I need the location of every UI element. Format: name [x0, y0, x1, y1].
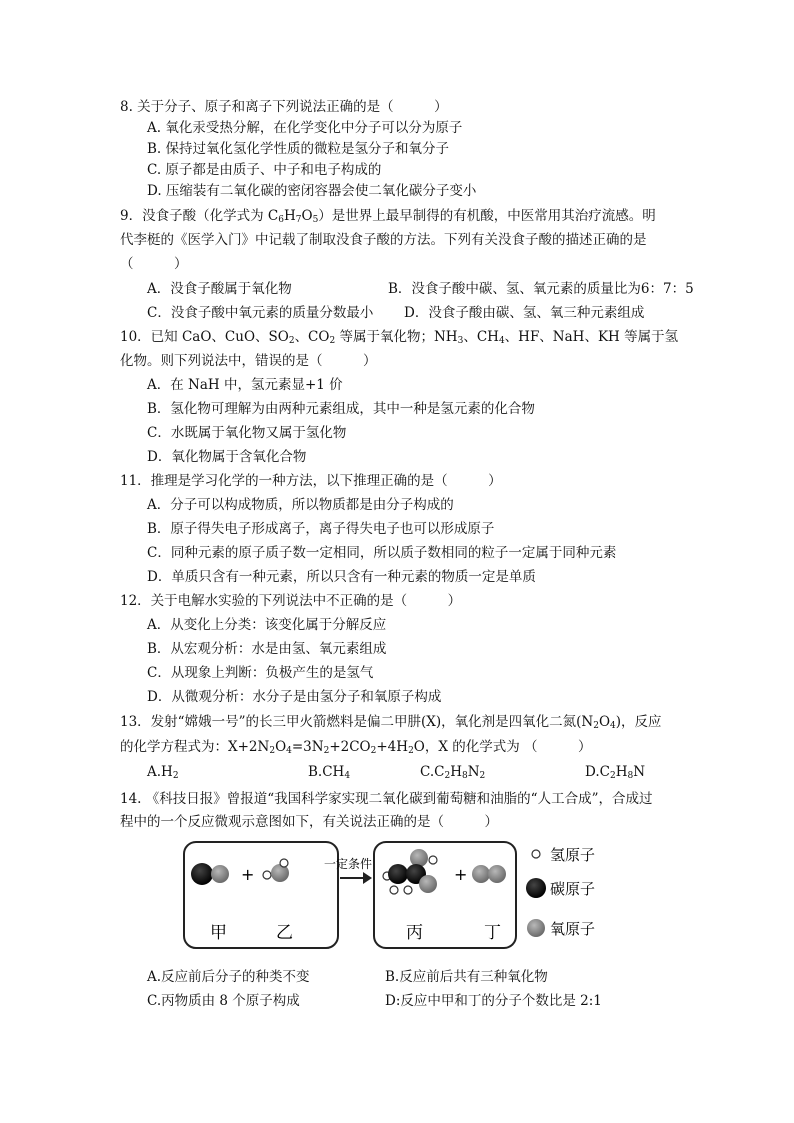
q14-stem-line2: 程中的一个反应微观示意图如下，有关说法正确的是（ ）	[120, 814, 498, 830]
oxygen-atom	[472, 865, 490, 883]
reactants-box	[184, 842, 338, 948]
legend-carbon-label: 碳原子	[550, 880, 596, 898]
q14-stem: 14. 《科技日报》曾报道“我国科学家实现二氧化碳到葡萄糖和油脂的“人工合成”，合成过	[120, 791, 653, 807]
q10-option-b: B．氢化物可理解为由两种元素组成，其中一种是氢元素的化合物	[147, 401, 535, 417]
q14-option-c: C.丙物质由 8 个原子构成	[147, 993, 300, 1009]
q10-stem: 10．已知 CaO、CuO、$SO_2$、$CO_2$ 等属于氧化物；$NH_3$、$CH_4$、HF、NaH、KH 等属于氢	[120, 329, 679, 346]
q13-equation-line: 的化学方程式为：$X+2N_2O_4=3N_2+2CO_2+4H_2O$，X 的化学式为 （ ）	[120, 739, 592, 756]
q10-option-c: C．水既属于氧化物又属于氢化物	[147, 425, 347, 441]
molecule-jia	[191, 863, 229, 885]
q8-option-c: C. 原子都是由质子、中子和电子构成的	[147, 162, 382, 178]
q8-option-b: B. 保持过氧化氢化学性质的微粒是氢分子和氧分子	[147, 141, 450, 157]
label-yi: 乙	[276, 923, 293, 943]
label-bing: 丙	[406, 923, 423, 943]
q12-option-b: B．从宏观分析：水是由氢、氧元素组成	[147, 641, 387, 657]
q13-option-d: $D.C_2H_8N$	[585, 764, 646, 781]
q8-stem: 8. 关于分子、原子和离子下列说法正确的是（ ）	[120, 99, 448, 115]
oxygen-atom	[410, 849, 428, 867]
hydrogen-atom	[429, 856, 437, 864]
q14-option-b: B.反应前后共有三种氧化物	[385, 969, 548, 985]
carbon-atom	[191, 863, 213, 885]
q11-option-d: D．单质只含有一种元素，所以只含有一种元素的物质一定是单质	[147, 569, 536, 585]
q12-option-d: D．从微观分析：水分子是由氢分子和氧原子构成	[147, 689, 442, 705]
reaction-diagram	[180, 836, 660, 958]
legend-hydrogen-label: 氢原子	[550, 846, 596, 864]
legend-oxygen-label: 氧原子	[550, 920, 596, 938]
q9-stem-line2: 代李梃的《医学入门》中记载了制取没食子酸的方法。下列有关没食子酸的描述正确的是	[120, 232, 647, 248]
q13-option-c: $C.C_2H_8N_2$	[420, 764, 486, 781]
q14-option-a: A.反应前后分子的种类不变	[147, 969, 310, 985]
hydrogen-atom	[280, 859, 288, 867]
q10-option-d: D．氧化物属于含氧化合物	[147, 449, 307, 465]
hydrogen-atom	[263, 871, 271, 879]
q10-stem-line2: 化物。则下列说法中，错误的是（ ）	[120, 353, 377, 369]
q9-option-d: D．没食子酸由碳、氢、氧三种元素组成	[404, 305, 645, 321]
molecule-yi	[263, 859, 289, 882]
legend-carbon-icon	[526, 878, 546, 898]
q10-option-a: A．在 NaH 中，氢元素显+1 价	[147, 377, 343, 393]
q12-option-c: C．从现象上判断：负极产生的是氢气	[147, 665, 374, 681]
legend-oxygen-icon	[527, 919, 545, 937]
q9-stem: 9．没食子酸（化学式为 $C_6H_7O_5$）是世界上最早制得的有机酸，中医常用其治疗流感。明	[120, 208, 656, 225]
q8-option-d: D. 压缩装有二氧化碳的密闭容器会使二氧化碳分子变小	[147, 183, 477, 199]
legend-hydrogen-icon	[532, 850, 540, 858]
q13-stem: 13．发射“嫦娥一号”的长三甲火箭燃料是偏二甲肼(X)，氧化剂是四氧化二氮$(N_2O_4)$，反应	[120, 714, 662, 731]
hydrogen-atom	[390, 886, 398, 894]
q12-stem: 12．关于电解水实验的下列说法中不正确的是（ ）	[120, 593, 462, 609]
q11-option-a: A．分子可以构成物质，所以物质都是由分子构成的	[147, 497, 454, 513]
q11-option-b: B．原子得失电子形成离子，离子得失电子也可以形成原子	[147, 521, 495, 537]
q9-option-b: B．没食子酸中碳、氢、氧元素的质量比为6：7：5	[388, 281, 694, 297]
q9-stem-line3: （ ）	[120, 256, 188, 272]
molecule-ding	[472, 865, 506, 883]
oxygen-atom	[211, 865, 229, 883]
label-ding: 丁	[484, 923, 501, 943]
plus-sign-left: +	[241, 865, 255, 884]
oxygen-atom	[488, 865, 506, 883]
arrow-label: 一定条件	[324, 857, 373, 871]
oxygen-atom	[419, 875, 437, 893]
q13-option-a: $A.H_2$	[147, 764, 179, 781]
carbon-atom	[388, 864, 408, 884]
legend	[526, 846, 595, 938]
q8-option-a: A. 氧化汞受热分解，在化学变化中分子可以分为原子	[147, 120, 463, 136]
q11-stem: 11．推理是学习化学的一种方法，以下推理正确的是（ ）	[120, 473, 502, 489]
q13-option-b: $B.CH_4$	[308, 764, 351, 781]
q14-option-d: D:反应中甲和丁的分子个数比是 2:1	[385, 993, 602, 1009]
q9-option-a: A．没食子酸属于氧化物	[147, 281, 292, 297]
label-jia: 甲	[210, 923, 227, 943]
q9-option-c: C．没食子酸中氧元素的质量分数最小	[147, 305, 374, 321]
q12-option-a: A．从变化上分类：该变化属于分解反应	[147, 617, 387, 633]
molecule-bing	[383, 849, 437, 894]
reaction-arrow	[340, 872, 372, 884]
q11-option-c: C．同种元素的原子质子数一定相同，所以质子数相同的粒子一定属于同种元素	[147, 545, 617, 561]
plus-sign-right: +	[454, 865, 468, 884]
hydrogen-atom	[404, 886, 412, 894]
